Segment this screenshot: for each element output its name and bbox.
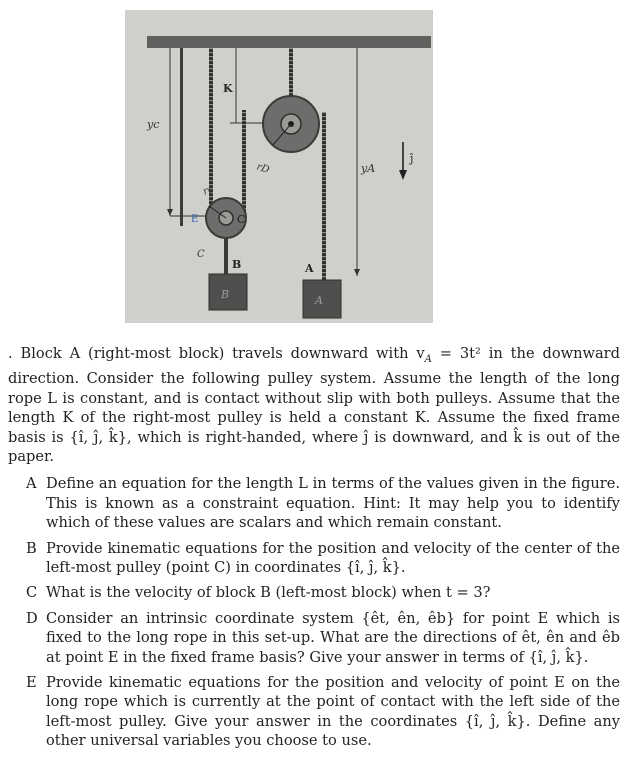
- label-e: E: [191, 214, 199, 225]
- part-b: [8, 539, 620, 578]
- intro-subscript: A: [424, 353, 432, 365]
- ceiling-beam: [147, 36, 431, 48]
- label-c-point: C: [237, 213, 246, 226]
- part-a-text: Define an equation for the length L in terms of the values given in the figure. This is known as a constraint equation. Hint: It may help you to identify which of these values are scalars and which remain constant.: [46, 475, 620, 532]
- part-b-text: Provide kinematic equations for the position and velocity of the center of the left-most pulley (point C) in coordinates {î, ĵ, k̂}.: [46, 539, 620, 576]
- intro-lead: . Block A (right-most block) travels downward with v: [8, 345, 425, 362]
- part-c: [8, 583, 620, 602]
- part-d-text: Consider an intrinsic coordinate system {êt, ên, êb} for point E which is fixed to the long rope in this set-up. What are the directions of êt, ên and êb at point E in the fixed frame basis? Give your answer in terms of {î, ĵ, k̂}.: [46, 609, 620, 666]
- part-a-label: A: [26, 475, 37, 493]
- label-rd: rD: [255, 161, 271, 176]
- part-d: [8, 609, 620, 667]
- label-j: ĵ: [410, 152, 414, 165]
- label-rc: rc: [201, 183, 216, 198]
- label-b: B: [232, 258, 242, 271]
- label-k: K: [223, 82, 233, 95]
- part-b-label: B: [26, 539, 37, 557]
- part-c-label: C: [26, 584, 38, 602]
- part-e-text: Provide kinematic equations for the position and velocity of point E on the long rope which is currently at the point of contact with the left side of the left-most pulley. Give your answer in the coordinates {î, ĵ, k̂}. Define any other universal variables you choose to use.: [46, 674, 620, 750]
- part-e-label: E: [26, 674, 37, 691]
- part-a: [8, 474, 620, 532]
- pulley-diagram: [125, 10, 433, 323]
- label-yc: yc: [147, 118, 160, 131]
- part-e: [8, 673, 620, 751]
- block-b-label: B: [221, 288, 230, 301]
- rope-middle: [242, 110, 246, 216]
- label-a: A: [305, 262, 314, 275]
- problem-statement: [8, 344, 620, 757]
- part-c-text: What is the velocity of block B (left-most block) when t = 3?: [46, 584, 491, 602]
- rope-to-block-a: [322, 112, 326, 290]
- label-ya: yA: [361, 162, 376, 175]
- rope-c-fixed: [180, 48, 183, 226]
- intro-body: = 3t² in the downward direction. Consider the following pulley system. Assume the length of the long rope L is constant, and is contact without slip with both pulleys. Assume that the length K of the right-most pulley is held a constant K. Assume the fixed frame basis is {î, ĵ, k̂}, which is right-handed, where ĵ is downward, and k̂ is out of the paper.: [8, 345, 621, 465]
- label-c-rope: C: [197, 249, 205, 260]
- hanger-b: [224, 238, 228, 274]
- problem-intro: [8, 344, 620, 466]
- photo-background: [125, 10, 433, 323]
- pulley-figure: [125, 10, 433, 323]
- question-parts: [8, 474, 620, 750]
- part-d-label: D: [26, 609, 38, 627]
- block-a-label: A: [315, 294, 323, 307]
